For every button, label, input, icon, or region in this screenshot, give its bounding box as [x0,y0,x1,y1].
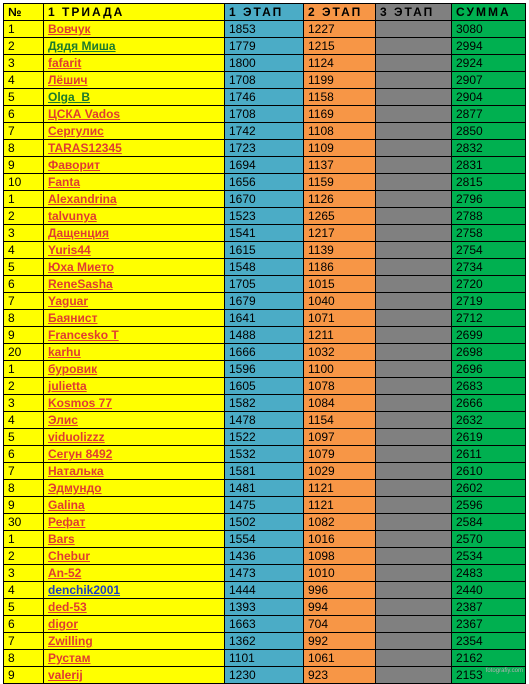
row-number-cell[interactable]: 4 [4,242,44,259]
player-name-cell[interactable]: fafarit [44,55,225,72]
stage-2-cell[interactable]: 1159 [304,174,376,191]
stage-2-cell[interactable]: 1139 [304,242,376,259]
sum-cell[interactable]: 2698 [452,344,526,361]
sum-cell[interactable]: 2719 [452,293,526,310]
row-number-cell[interactable]: 30 [4,514,44,531]
stage-1-cell[interactable]: 1605 [225,378,304,395]
stage-2-cell[interactable]: 1217 [304,225,376,242]
table-row [4,395,526,412]
table-row [4,616,526,633]
table-row [4,310,526,327]
row-number-cell[interactable]: 3 [4,225,44,242]
header-triad[interactable]: 1 ТРИАДА [44,4,225,21]
player-name-cell[interactable]: ded-53 [44,599,225,616]
stage-2-cell[interactable]: 1078 [304,378,376,395]
table-row [4,344,526,361]
player-name-cell[interactable]: Fanta [44,174,225,191]
stage-3-cell[interactable] [376,565,452,582]
stage-2-cell[interactable]: 1124 [304,55,376,72]
stage-2-cell[interactable]: 1199 [304,72,376,89]
row-number-cell[interactable]: 5 [4,89,44,106]
sum-cell[interactable]: 3080 [452,21,526,38]
row-number-cell[interactable]: 4 [4,412,44,429]
header-stage-2[interactable]: 2 ЭТАП [304,4,376,21]
sum-cell[interactable]: 2602 [452,480,526,497]
table-row [4,429,526,446]
row-number-cell[interactable]: 2 [4,378,44,395]
table-row [4,582,526,599]
table-row [4,633,526,650]
sum-cell[interactable]: 2734 [452,259,526,276]
sum-cell[interactable]: 2153 [452,667,526,684]
table-row [4,480,526,497]
stage-3-cell[interactable] [376,191,452,208]
header-row [4,4,526,21]
stage-1-cell[interactable]: 1478 [225,412,304,429]
stage-2-cell[interactable]: 923 [304,667,376,684]
stage-3-cell[interactable] [376,480,452,497]
stage-3-cell[interactable] [376,123,452,140]
stage-3-cell[interactable] [376,633,452,650]
stage-1-cell[interactable]: 1641 [225,310,304,327]
player-name-cell[interactable]: Эдмундо [44,480,225,497]
stage-3-cell[interactable] [376,38,452,55]
sum-cell[interactable]: 2788 [452,208,526,225]
table-row [4,412,526,429]
stage-1-cell[interactable]: 1666 [225,344,304,361]
row-number-cell[interactable]: 4 [4,72,44,89]
stage-3-cell[interactable] [376,412,452,429]
stage-3-cell[interactable] [376,293,452,310]
sum-cell[interactable]: 2534 [452,548,526,565]
table-row [4,378,526,395]
row-number-cell[interactable]: 2 [4,38,44,55]
header-stage-3[interactable]: 3 ЭТАП [376,4,452,21]
player-name-cell[interactable]: Yuris44 [44,242,225,259]
stage-2-cell[interactable]: 1084 [304,395,376,412]
player-name-cell[interactable]: Chebur [44,548,225,565]
stage-1-cell[interactable]: 1679 [225,293,304,310]
row-number-cell[interactable]: 1 [4,531,44,548]
stage-2-cell[interactable]: 996 [304,582,376,599]
stage-1-cell[interactable]: 1473 [225,565,304,582]
stage-2-cell[interactable]: 1154 [304,412,376,429]
sum-cell[interactable]: 2354 [452,633,526,650]
row-number-cell[interactable]: 7 [4,463,44,480]
stage-3-cell[interactable] [376,463,452,480]
table-row [4,174,526,191]
stage-3-cell[interactable] [376,72,452,89]
sum-cell[interactable]: 2570 [452,531,526,548]
table-row [4,242,526,259]
stage-2-cell[interactable]: 1071 [304,310,376,327]
player-name-cell[interactable]: Yaguar [44,293,225,310]
stage-2-cell[interactable]: 1109 [304,140,376,157]
sum-cell[interactable]: 2387 [452,599,526,616]
stage-2-cell[interactable]: 1040 [304,293,376,310]
stage-3-cell[interactable] [376,582,452,599]
player-name-cell[interactable]: Наталька [44,463,225,480]
row-number-cell[interactable]: 9 [4,667,44,684]
table-row [4,21,526,38]
stage-1-cell[interactable]: 1101 [225,650,304,667]
stage-1-cell[interactable]: 1708 [225,106,304,123]
stage-3-cell[interactable] [376,259,452,276]
sum-cell[interactable]: 2924 [452,55,526,72]
row-number-cell[interactable]: 10 [4,174,44,191]
sum-cell[interactable]: 2632 [452,412,526,429]
sum-cell[interactable]: 2596 [452,497,526,514]
stage-2-cell[interactable]: 1121 [304,480,376,497]
player-name-cell[interactable]: Дащенция [44,225,225,242]
table-row [4,497,526,514]
row-number-cell[interactable]: 6 [4,276,44,293]
stage-2-cell[interactable]: 1108 [304,123,376,140]
stage-3-cell[interactable] [376,21,452,38]
stage-3-cell[interactable] [376,242,452,259]
stage-1-cell[interactable]: 1615 [225,242,304,259]
sum-cell[interactable]: 2611 [452,446,526,463]
table-row [4,259,526,276]
row-number-cell[interactable]: 5 [4,599,44,616]
table-row [4,157,526,174]
stage-2-cell[interactable]: 1061 [304,650,376,667]
stage-1-cell[interactable]: 1723 [225,140,304,157]
stage-3-cell[interactable] [376,89,452,106]
sum-cell[interactable]: 2584 [452,514,526,531]
stage-1-cell[interactable]: 1581 [225,463,304,480]
stage-2-cell[interactable]: 1079 [304,446,376,463]
sum-cell[interactable]: 2796 [452,191,526,208]
stage-1-cell[interactable]: 1362 [225,633,304,650]
player-name-cell[interactable]: Olga_B [44,89,225,106]
stage-1-cell[interactable]: 1502 [225,514,304,531]
stage-2-cell[interactable]: 1097 [304,429,376,446]
sum-cell[interactable]: 2904 [452,89,526,106]
stage-1-cell[interactable]: 1800 [225,55,304,72]
player-name-cell[interactable]: talvunya [44,208,225,225]
player-name-cell[interactable]: viduolizzz [44,429,225,446]
stage-2-cell[interactable]: 1227 [304,21,376,38]
stage-3-cell[interactable] [376,225,452,242]
sum-cell[interactable]: 2815 [452,174,526,191]
row-number-cell[interactable]: 9 [4,327,44,344]
stage-1-cell[interactable]: 1742 [225,123,304,140]
stage-3-cell[interactable] [376,497,452,514]
sum-cell[interactable]: 2994 [452,38,526,55]
stage-2-cell[interactable]: 1010 [304,565,376,582]
table-row [4,208,526,225]
player-name-cell[interactable]: Дядя Миша [44,38,225,55]
stage-3-cell[interactable] [376,140,452,157]
row-number-cell[interactable]: 9 [4,157,44,174]
stage-2-cell[interactable]: 1158 [304,89,376,106]
stage-2-cell[interactable]: 1100 [304,361,376,378]
sum-cell[interactable]: 2754 [452,242,526,259]
table-row [4,548,526,565]
table-row [4,463,526,480]
row-number-cell[interactable]: 3 [4,55,44,72]
stage-2-cell[interactable]: 1121 [304,497,376,514]
watermark: fotografiy.com [485,668,523,674]
row-number-cell[interactable]: 2 [4,208,44,225]
sum-cell[interactable]: 2907 [452,72,526,89]
stage-3-cell[interactable] [376,531,452,548]
player-name-cell[interactable]: Рефат [44,514,225,531]
player-name-cell[interactable]: Баянист [44,310,225,327]
stage-3-cell[interactable] [376,548,452,565]
stage-3-cell[interactable] [376,616,452,633]
row-number-cell[interactable]: 6 [4,106,44,123]
stage-3-cell[interactable] [376,361,452,378]
player-name-cell[interactable]: TARAS12345 [44,140,225,157]
player-name-cell[interactable]: Сергулис [44,123,225,140]
stage-3-cell[interactable] [376,327,452,344]
player-name-cell[interactable]: Kosmos 77 [44,395,225,412]
stage-1-cell[interactable]: 1532 [225,446,304,463]
stage-2-cell[interactable]: 1032 [304,344,376,361]
table-row [4,140,526,157]
stage-3-cell[interactable] [376,514,452,531]
sum-cell[interactable]: 2610 [452,463,526,480]
stage-1-cell[interactable]: 1541 [225,225,304,242]
table-body [4,21,526,684]
stage-1-cell[interactable]: 1705 [225,276,304,293]
row-number-cell[interactable]: 7 [4,633,44,650]
row-number-cell[interactable]: 6 [4,616,44,633]
player-name-cell[interactable]: julietta [44,378,225,395]
stage-2-cell[interactable]: 1098 [304,548,376,565]
row-number-cell[interactable]: 3 [4,565,44,582]
stage-2-cell[interactable]: 994 [304,599,376,616]
stage-1-cell[interactable]: 1663 [225,616,304,633]
table-row [4,89,526,106]
player-name-cell[interactable]: Alexandrina [44,191,225,208]
stage-2-cell[interactable]: 1016 [304,531,376,548]
stage-1-cell[interactable]: 1779 [225,38,304,55]
row-number-cell[interactable]: 3 [4,395,44,412]
stage-2-cell[interactable]: 1215 [304,38,376,55]
stage-3-cell[interactable] [376,55,452,72]
sum-cell[interactable]: 2440 [452,582,526,599]
sum-cell[interactable]: 2483 [452,565,526,582]
stage-1-cell[interactable]: 1436 [225,548,304,565]
stage-1-cell[interactable]: 1475 [225,497,304,514]
sum-cell[interactable]: 2619 [452,429,526,446]
stage-3-cell[interactable] [376,344,452,361]
table-row [4,650,526,667]
stage-1-cell[interactable]: 1523 [225,208,304,225]
row-number-cell[interactable]: 8 [4,310,44,327]
table-row [4,565,526,582]
stage-1-cell[interactable]: 1670 [225,191,304,208]
stage-1-cell[interactable]: 1708 [225,72,304,89]
stage-1-cell[interactable]: 1444 [225,582,304,599]
stage-1-cell[interactable]: 1656 [225,174,304,191]
table-row [4,599,526,616]
row-number-cell[interactable]: 8 [4,480,44,497]
player-name-cell[interactable]: Galina [44,497,225,514]
player-name-cell[interactable]: Юха Мието [44,259,225,276]
player-name-cell[interactable]: буровик [44,361,225,378]
player-name-cell[interactable]: Zwilling [44,633,225,650]
stage-2-cell[interactable]: 1169 [304,106,376,123]
stage-2-cell[interactable]: 992 [304,633,376,650]
stage-3-cell[interactable] [376,310,452,327]
table-row [4,514,526,531]
player-name-cell[interactable]: Francesko T [44,327,225,344]
row-number-cell[interactable]: 8 [4,140,44,157]
sum-cell[interactable]: 2666 [452,395,526,412]
table-row [4,106,526,123]
sum-cell[interactable]: 2831 [452,157,526,174]
row-number-cell[interactable]: 20 [4,344,44,361]
sum-cell[interactable]: 2696 [452,361,526,378]
player-name-cell[interactable]: Bars [44,531,225,548]
results-table [3,3,526,684]
row-number-cell[interactable]: 5 [4,259,44,276]
sum-cell[interactable]: 2162 [452,650,526,667]
row-number-cell[interactable]: 1 [4,21,44,38]
stage-2-cell[interactable]: 1211 [304,327,376,344]
table-row [4,531,526,548]
stage-1-cell[interactable]: 1582 [225,395,304,412]
header-num[interactable]: № [4,4,44,21]
sum-cell[interactable]: 2712 [452,310,526,327]
stage-3-cell[interactable] [376,446,452,463]
player-name-cell[interactable]: Рустам [44,650,225,667]
stage-1-cell[interactable]: 1230 [225,667,304,684]
stage-3-cell[interactable] [376,667,452,684]
stage-1-cell[interactable]: 1393 [225,599,304,616]
sum-cell[interactable]: 2758 [452,225,526,242]
stage-3-cell[interactable] [376,395,452,412]
row-number-cell[interactable]: 8 [4,650,44,667]
sum-cell[interactable]: 2832 [452,140,526,157]
table-row [4,72,526,89]
stage-2-cell[interactable]: 1015 [304,276,376,293]
stage-3-cell[interactable] [376,429,452,446]
stage-3-cell[interactable] [376,174,452,191]
stage-3-cell[interactable] [376,276,452,293]
player-name-cell[interactable]: valerij [44,667,225,684]
header-sum[interactable]: СУММА [452,4,526,21]
stage-1-cell[interactable]: 1554 [225,531,304,548]
row-number-cell[interactable]: 4 [4,582,44,599]
row-number-cell[interactable]: 1 [4,361,44,378]
sum-cell[interactable]: 2683 [452,378,526,395]
stage-2-cell[interactable]: 704 [304,616,376,633]
row-number-cell[interactable]: 7 [4,123,44,140]
sum-cell[interactable]: 2367 [452,616,526,633]
stage-2-cell[interactable]: 1082 [304,514,376,531]
stage-1-cell[interactable]: 1522 [225,429,304,446]
row-number-cell[interactable]: 1 [4,191,44,208]
player-name-cell[interactable]: denchik2001 [44,582,225,599]
player-name-cell[interactable]: An-52 [44,565,225,582]
player-name-cell[interactable]: digor [44,616,225,633]
player-name-cell[interactable]: ReneSasha [44,276,225,293]
stage-2-cell[interactable]: 1186 [304,259,376,276]
stage-1-cell[interactable]: 1694 [225,157,304,174]
table-row [4,293,526,310]
stage-2-cell[interactable]: 1265 [304,208,376,225]
player-name-cell[interactable]: Элис [44,412,225,429]
stage-3-cell[interactable] [376,208,452,225]
stage-3-cell[interactable] [376,599,452,616]
table-row [4,191,526,208]
row-number-cell[interactable]: 9 [4,497,44,514]
stage-1-cell[interactable]: 1548 [225,259,304,276]
stage-1-cell[interactable]: 1596 [225,361,304,378]
player-name-cell[interactable]: Фаворит [44,157,225,174]
stage-2-cell[interactable]: 1137 [304,157,376,174]
stage-1-cell[interactable]: 1746 [225,89,304,106]
stage-3-cell[interactable] [376,650,452,667]
table-row [4,361,526,378]
table-row [4,667,526,684]
player-name-cell[interactable]: Вовчук [44,21,225,38]
table-row [4,225,526,242]
table-row [4,123,526,140]
stage-1-cell[interactable]: 1853 [225,21,304,38]
stage-1-cell[interactable]: 1488 [225,327,304,344]
sum-cell[interactable]: 2720 [452,276,526,293]
row-number-cell[interactable]: 5 [4,429,44,446]
table-row [4,446,526,463]
header-stage-1[interactable]: 1 ЭТАП [225,4,304,21]
row-number-cell[interactable]: 6 [4,446,44,463]
stage-3-cell[interactable] [376,157,452,174]
stage-3-cell[interactable] [376,106,452,123]
stage-2-cell[interactable]: 1029 [304,463,376,480]
sum-cell[interactable]: 2850 [452,123,526,140]
sum-cell[interactable]: 2699 [452,327,526,344]
table-row [4,55,526,72]
stage-1-cell[interactable]: 1481 [225,480,304,497]
sum-cell[interactable]: 2877 [452,106,526,123]
table-row [4,327,526,344]
stage-2-cell[interactable]: 1126 [304,191,376,208]
player-name-cell[interactable]: ЦСКА Vados [44,106,225,123]
player-name-cell[interactable]: Сегун 8492 [44,446,225,463]
table-row [4,276,526,293]
stage-3-cell[interactable] [376,378,452,395]
row-number-cell[interactable]: 2 [4,548,44,565]
table-row [4,38,526,55]
player-name-cell[interactable]: karhu [44,344,225,361]
row-number-cell[interactable]: 7 [4,293,44,310]
player-name-cell[interactable]: Лёшич [44,72,225,89]
